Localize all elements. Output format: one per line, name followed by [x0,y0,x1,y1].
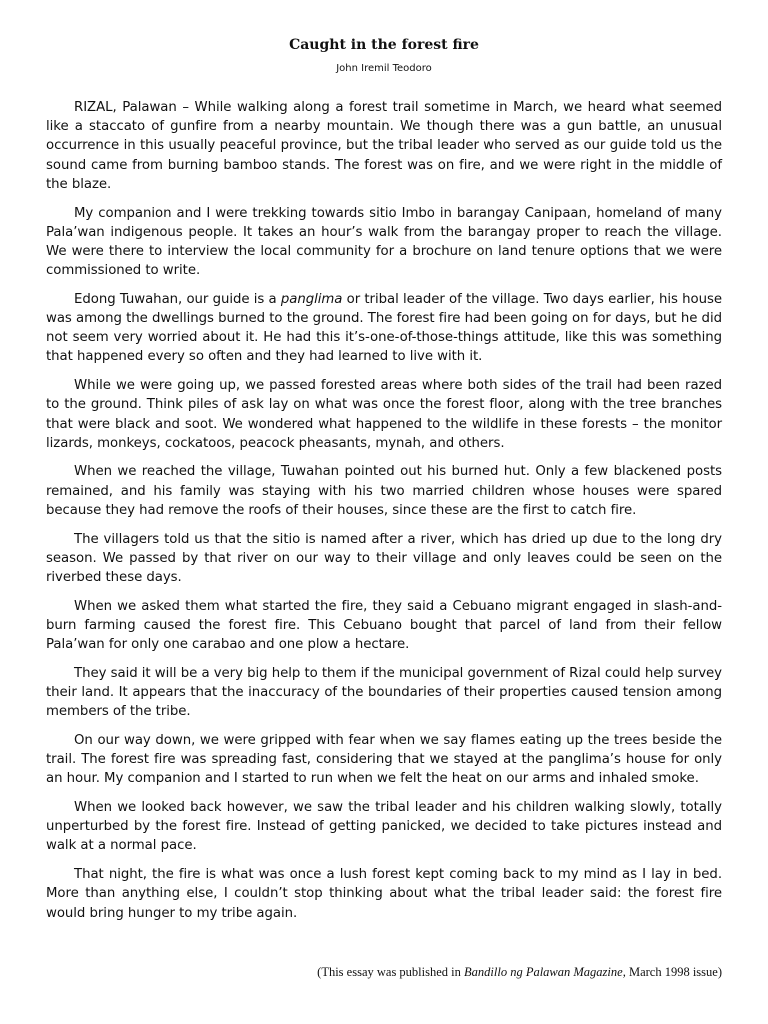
paragraph-2: My companion and I were trekking towards sitio Imbo in barangay Canipaan, homeland of many Pala’wan indigenous people. It takes an hour’s walk from the barangay proper to reach the village. We were there to interview the local community for a brochure on land tenure options that we were commissioned to write. [46,205,722,279]
publication-note [46,964,722,980]
paragraph-5: When we reached the village, Tuwahan pointed out his burned hut. Only a few blackened posts remained, and his family was staying with his two married children whose houses were spared because they had remove the roofs of their houses, since these are the first to catch fire. [46,464,722,518]
paragraph-9: On our way down, we were gripped with fear when we say flames eating up the trees beside the trail. The forest fire was spreading fast, considering that we stayed at the panglima’s house for only an hour. My companion and I started to run when we felt the heat on our arms and inhaled smoke. [46,732,722,787]
panglima-term: panglima [280,291,343,307]
publication-note-start: (This essay was published in [317,965,465,979]
paragraph-1: RIZAL, Palawan – While walking along a forest trail sometime in March, we heard what seemed like a staccato of gunfire from a nearby mountain. We though there was a gun battle, an unusual occurrence in this usually peaceful province, but the tribal leader who served as our guide told us the sound came from burning bamboo stands. The forest was on fire, and we were right in the middle of the blaze. [46,100,722,192]
paragraph-7: When we asked them what started the fire, they said a Cebuano migrant engaged in slash-and-burn farming caused the forest fire. This Cebuano bought that parcel of land from their fellow Pala’wan for only one carabao and one plow a hectare. [46,598,722,653]
paragraph-3-start: Edong Tuwahan, our guide is a [74,291,281,307]
article-body [46,98,722,923]
paragraph-11: That night, the fire is what was once a lush forest kept coming back to my mind as I lay in bed. More than anything else, I couldn’t stop thinking about what the tribal leader said: the forest fire would bring hunger to my tribe again. [46,867,722,921]
paragraph-10: When we looked back however, we saw the tribal leader and his children walking slowly, totally unperturbed by the forest fire. Instead of getting panicked, we decided to take pictures instead and walk at a normal pace. [46,800,722,854]
paragraph-4: While we were going up, we passed forested areas where both sides of the trail had been razed to the ground. Think piles of ask lay on what was once the forest floor, along with the tree branches that were black and soot. We wondered what happened to the wildlife in these forests – the monitor lizards, monkeys, cockatoos, peacock pheasants, mynah, and others. [46,378,722,451]
paragraph-3-end: or tribal leader of the village. Two days earlier, his house was among the dwellings burned to the ground. The forest fire had been going on for days, but he did not seem very worried about it. He had this it’s-one-of-those-things attitude, like this was something that happened every so often and they had learned to live with it. [46,291,722,365]
paragraph-3 [46,290,722,367]
paragraph-8: They said it will be a very big help to them if the municipal government of Rizal could help survey their land. It appears that the inaccuracy of the boundaries of their properties caused tension among members of the tribe. [46,665,722,720]
article-author: John Iremil Teodoro [336,63,432,74]
document-page [46,36,722,932]
magazine-name: Bandillo ng Palawan Magazine, [464,965,626,979]
publication-note-end: March 1998 issue) [625,965,722,979]
article-title: Caught in the forest fire [289,37,479,53]
paragraph-6: The villagers told us that the sitio is named after a river, which has dried up due to the long dry season. We passed by that river on our way to their village and only leaves could be seen on the riverbed these days. [46,531,722,585]
